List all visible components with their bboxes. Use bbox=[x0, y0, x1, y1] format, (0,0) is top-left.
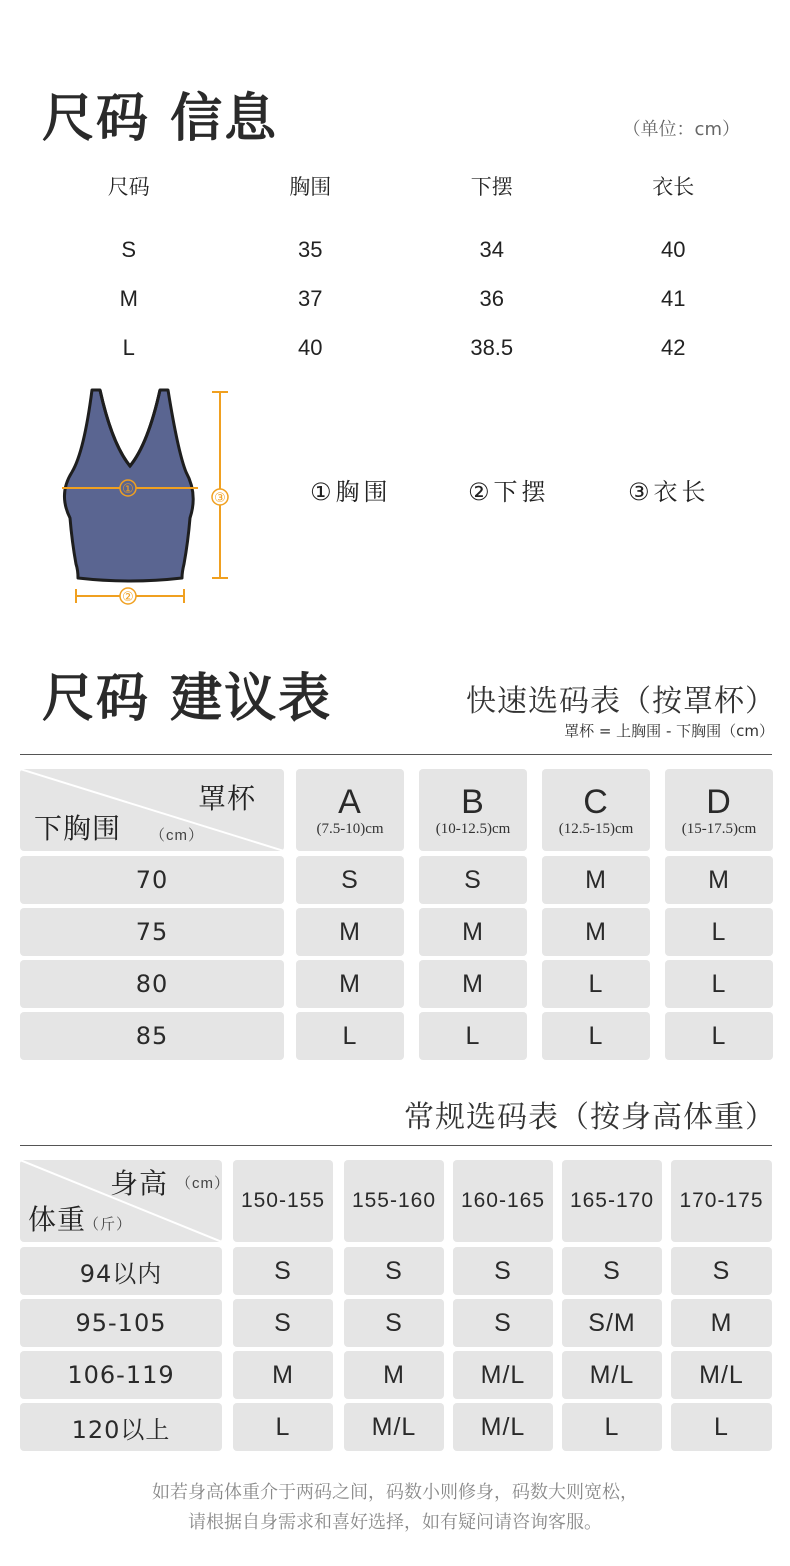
chest-value: 37 bbox=[298, 285, 323, 311]
cup-header-d bbox=[665, 769, 773, 851]
cup-letter: D bbox=[706, 782, 732, 821]
header-hem: 下摆 bbox=[470, 175, 513, 199]
table-cell: L bbox=[296, 1012, 404, 1060]
footer-note-line-2: 请根据自身需求和喜好选择，如有疑问请咨询客服。 bbox=[188, 1512, 602, 1533]
length-value: 40 bbox=[661, 236, 686, 262]
table-cell: M/L bbox=[453, 1351, 553, 1399]
legend-length: ③衣长 bbox=[628, 478, 710, 506]
body-table-title: 常规选码表（按身高体重） bbox=[404, 1100, 776, 1135]
cup-letter: C bbox=[583, 782, 609, 821]
legend-hem: ②下摆 bbox=[468, 478, 550, 506]
cup-letter: B bbox=[461, 782, 485, 821]
table-cell: M/L bbox=[453, 1403, 553, 1451]
table-cell: M bbox=[665, 856, 773, 904]
table-cell: M bbox=[419, 960, 527, 1008]
table-cell: M/L bbox=[344, 1403, 444, 1451]
table-cell: L bbox=[665, 1012, 773, 1060]
underbust-label: 85 bbox=[20, 1012, 284, 1060]
table-cell: M bbox=[542, 856, 650, 904]
hem-value: 34 bbox=[479, 236, 504, 262]
body-table-corner bbox=[20, 1160, 230, 1242]
header-size: 尺码 bbox=[107, 175, 150, 199]
weight-label: 120以上 bbox=[20, 1403, 222, 1451]
table-cell: M/L bbox=[562, 1351, 662, 1399]
marker-hem: ② bbox=[122, 590, 134, 605]
table-cell: S bbox=[453, 1247, 553, 1295]
divider bbox=[20, 1145, 772, 1146]
height-header: 155-160 bbox=[344, 1160, 444, 1242]
tank-top-diagram bbox=[50, 382, 250, 614]
table-cell: L bbox=[665, 908, 773, 956]
size-value: L bbox=[122, 334, 135, 360]
footer-note-line-1: 如若身高体重介于两码之间，码数小则修身，码数大则宽松， bbox=[152, 1482, 638, 1503]
recommend-title: 尺码 建议表 bbox=[42, 669, 333, 729]
cup-range: (7.5-10)cm bbox=[316, 820, 384, 837]
chest-value: 35 bbox=[298, 236, 323, 262]
weight-label: 94以内 bbox=[20, 1247, 222, 1295]
cup-header-b bbox=[419, 769, 527, 851]
table-cell: M bbox=[542, 908, 650, 956]
table-cell: S bbox=[344, 1247, 444, 1295]
cup-formula-note: 罩杯 = 上胸围 - 下胸围（cm） bbox=[564, 722, 774, 740]
header-chest: 胸围 bbox=[289, 175, 332, 199]
table-cell: M bbox=[671, 1299, 772, 1347]
corner-cup-label: 罩杯 bbox=[197, 783, 256, 814]
hem-value: 36 bbox=[479, 285, 504, 311]
corner-height-label: 身高 bbox=[110, 1168, 169, 1199]
height-header: 165-170 bbox=[562, 1160, 662, 1242]
table-cell: L bbox=[542, 960, 650, 1008]
underbust-label: 80 bbox=[20, 960, 284, 1008]
corner-underbust-label: 下胸围 bbox=[34, 813, 122, 844]
size-table bbox=[38, 165, 764, 372]
marker-chest: ① bbox=[122, 482, 134, 497]
table-cell: L bbox=[562, 1403, 662, 1451]
size-table-header bbox=[38, 165, 764, 207]
table-row bbox=[38, 274, 764, 323]
table-cell: S bbox=[233, 1299, 333, 1347]
table-cell: M/L bbox=[671, 1351, 772, 1399]
table-cell: S bbox=[233, 1247, 333, 1295]
size-info-title: 尺码 信息 bbox=[42, 89, 279, 149]
cup-header-a bbox=[296, 769, 404, 851]
table-cell: S bbox=[562, 1247, 662, 1295]
table-cell: S bbox=[296, 856, 404, 904]
size-value: S bbox=[121, 236, 137, 262]
table-cell: M bbox=[344, 1351, 444, 1399]
cup-table-title: 快速选码表（按罩杯） bbox=[466, 684, 776, 719]
weight-label: 95-105 bbox=[20, 1299, 222, 1347]
corner-height-unit: （cm） bbox=[176, 1175, 230, 1192]
table-cell: L bbox=[542, 1012, 650, 1060]
cup-range: (10-12.5)cm bbox=[435, 820, 511, 837]
corner-underbust-unit: （cm） bbox=[150, 827, 204, 844]
cup-range: (15-17.5)cm bbox=[681, 820, 757, 837]
height-header: 150-155 bbox=[233, 1160, 333, 1242]
table-row bbox=[38, 225, 764, 274]
length-value: 41 bbox=[661, 285, 686, 311]
underbust-label: 70 bbox=[20, 856, 284, 904]
legend-chest: ①胸围 bbox=[310, 478, 392, 506]
cup-range: (12.5-15)cm bbox=[558, 820, 634, 837]
table-row bbox=[38, 323, 764, 372]
cup-table-corner bbox=[20, 769, 284, 851]
table-cell: M bbox=[419, 908, 527, 956]
table-cell: S bbox=[419, 856, 527, 904]
underbust-label: 75 bbox=[20, 908, 284, 956]
height-header: 170-175 bbox=[671, 1160, 772, 1242]
height-header: 160-165 bbox=[453, 1160, 553, 1242]
table-cell: S bbox=[344, 1299, 444, 1347]
corner-weight-unit: （斤） bbox=[84, 1216, 133, 1233]
hem-value: 38.5 bbox=[470, 334, 514, 360]
length-value: 42 bbox=[661, 334, 686, 360]
table-cell: M bbox=[296, 960, 404, 1008]
table-cell: L bbox=[419, 1012, 527, 1060]
table-cell: M bbox=[233, 1351, 333, 1399]
unit-note: （单位：cm） bbox=[622, 119, 740, 140]
chest-value: 40 bbox=[298, 334, 323, 360]
header-length: 衣长 bbox=[652, 175, 695, 199]
table-cell: L bbox=[233, 1403, 333, 1451]
divider bbox=[20, 754, 772, 755]
table-cell: L bbox=[671, 1403, 772, 1451]
cup-letter: A bbox=[338, 782, 362, 821]
table-cell: S/M bbox=[562, 1299, 662, 1347]
marker-length: ③ bbox=[214, 491, 226, 506]
corner-weight-label: 体重 bbox=[28, 1204, 87, 1235]
table-cell: M bbox=[296, 908, 404, 956]
size-value: M bbox=[119, 285, 138, 311]
table-cell: L bbox=[665, 960, 773, 1008]
weight-label: 106-119 bbox=[20, 1351, 222, 1399]
table-cell: S bbox=[453, 1299, 553, 1347]
cup-header-c bbox=[542, 769, 650, 851]
table-cell: S bbox=[671, 1247, 772, 1295]
